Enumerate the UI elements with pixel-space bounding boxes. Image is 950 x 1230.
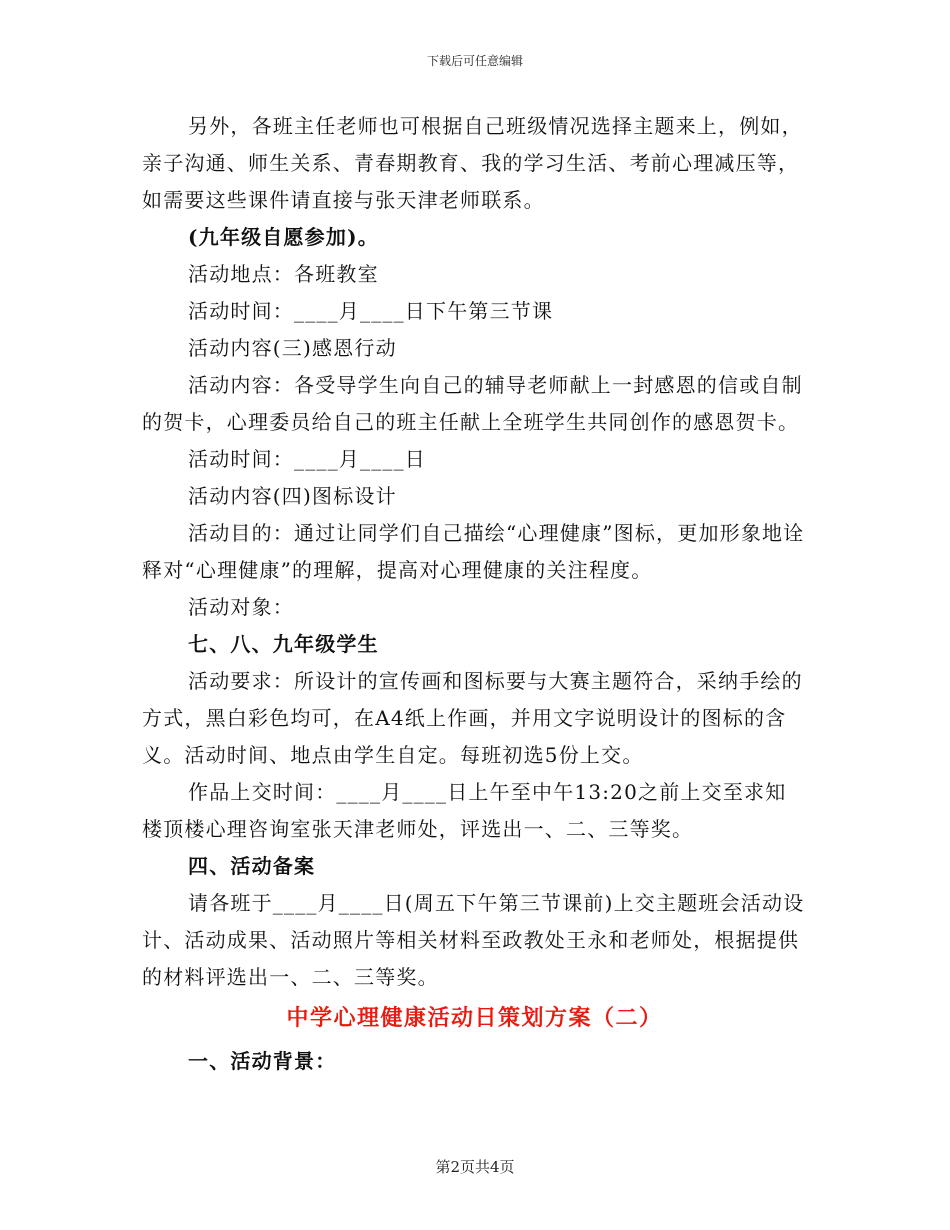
paragraph-grade9-voluntary: (九年级自愿参加)。	[188, 225, 379, 249]
paragraph-requirements: 活动要求：所设计的宣传画和图标要与大赛主题符合，采纳手绘的方式，黑白彩色均可，在A4纸上作画，并用文字说明设计的图标的含义。活动时间、地点由学生自定。每班初选5份上交。	[142, 669, 803, 767]
document-title: 中学心理健康活动日策划方案（二）	[286, 1006, 663, 1031]
page-header: 下载后可任意编辑	[426, 54, 523, 68]
paragraph-location: 活动地点：各班教室	[188, 262, 379, 286]
paragraph-intro: 另外，各班主任老师也可根据自己班级情况选择主题来上，例如，亲子沟通、师生关系、青春期教育、我的学习生活、考前心理减压等，如需要这些课件请直接与张天津老师联系。	[142, 114, 803, 212]
paragraph-time: 活动时间：____月____日下午第三节课	[188, 299, 554, 323]
paragraph-filing: 请各班于____月____日(周五下午第三节课前)上交主题班会活动设计、活动成果、活动照片等相关材料至政教处王永和老师处，根据提供的材料评选出一、二、三等奖。	[142, 891, 805, 989]
paragraph-time-2: 活动时间：____月____日	[188, 447, 426, 471]
paragraph-submission-time: 作品上交时间：____月____日上午至中午13:20之前上交至求知楼顶楼心理咨询室张天津老师处，评选出一、二、三等奖。	[142, 780, 787, 841]
paragraph-content-4: 活动内容(四)图标设计	[188, 484, 397, 508]
page-footer: 第2页共4页	[435, 1158, 515, 1176]
document-body	[142, 108, 807, 1080]
paragraph-purpose: 活动目的：通过让同学们自己描绘“心理健康”图标，更加形象地诠释对“心理健康”的理解，提高对心理健康的关注程度。	[142, 521, 805, 582]
section-heading-background: 一、活动背景：	[188, 1049, 337, 1073]
section-heading-4: 四、活动备案	[188, 854, 316, 878]
paragraph-content-3-detail: 活动内容：各受导学生向自己的辅导老师献上一封感恩的信或自制的贺卡，心理委员给自己的班主任献上全班学生共同创作的感恩贺卡。	[142, 373, 803, 434]
paragraph-content-3: 活动内容(三)感恩行动	[188, 336, 397, 360]
paragraph-target: 活动对象：	[188, 595, 294, 619]
paragraph-grades: 七、八、九年级学生	[188, 632, 379, 656]
